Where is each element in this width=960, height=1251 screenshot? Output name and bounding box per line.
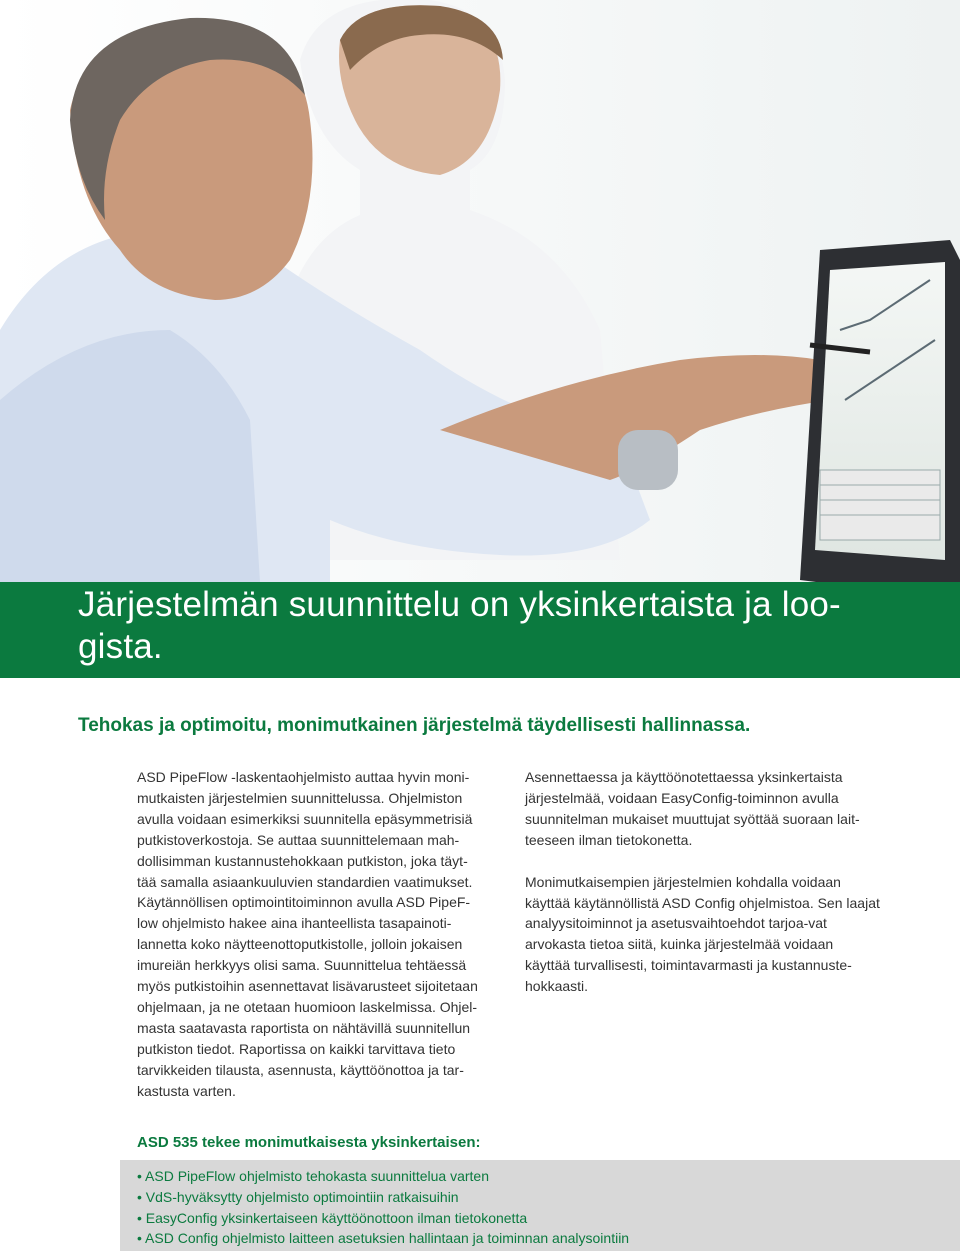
features-heading: ASD 535 tekee monimutkaisesta yksinkertaisen: — [137, 1134, 481, 1151]
list-item: • VdS-hyväksytty ohjelmisto optimointiin ratkaisuihin — [137, 1187, 629, 1208]
left-paragraph: ASD PipeFlow -laskentaohjelmisto auttaa hyvin moni-mutkaisten järjestelmien suunnittelussa. Ohjelmiston avulla voidaan esimerkiksi suunnitella epäsymmetrisiä putkistoverkostoja. Se auttaa suunnittelemaan mah-dollisimman kustannustehokkaan putkiston, joka täyt-tää samalla asiaankuuluvien standardien vaatimukset. Käytännöllisen optimointitoiminnon avulla ASD PipeF-low ohjelmisto hakee aina ihanteellista tasapainoti-lannetta koko näytteenottoputkistolle, jolloin jokaisen imureiän herkkyys olisi sama. Suunnittelua tehtäessä myös putkistoihin asennettavat lisävarusteet sijoitetaan ohjelmaan, ja ne otetaan huomioon laskelmissa. Ohjel-masta saatavasta raportista on nähtävillä suunnitellun putkiston tiedot. Raportissa on kaikki tarvittava tieto tarvikkeiden tilausta, asennusta, käyttöönottoa ja tar-kastusta varten. — [137, 769, 478, 1099]
subtitle: Tehokas ja optimoitu, monimutkainen järjestelmä täydellisesti hallinnassa. — [78, 715, 751, 736]
list-item: • ASD Config ohjelmisto laitteen asetuksien hallintaan ja toiminnan analysointiin — [137, 1228, 629, 1249]
left-column — [137, 767, 482, 1123]
page-title: Järjestelmän suunnittelu on yksinkertaista ja loo-gista. — [78, 585, 841, 666]
list-item: • ASD PipeFlow ohjelmisto tehokasta suunnittelua varten — [137, 1166, 629, 1187]
right-paragraph: Asennettaessa ja käyttöönotettaessa yksinkertaista järjestelmää, voidaan EasyConfig-toiminnon avulla suunnitelman mukaiset muuttujat syöttää suoraan lait-teeseen ilman tietokonetta. — [525, 769, 860, 848]
list-item: • EasyConfig yksinkertaiseen käyttöönottoon ilman tietokonetta — [137, 1208, 629, 1229]
right-paragraph: Monimutkaisempien järjestelmien kohdalla voidaan käyttää käytännöllistä ASD Config ohjelmistoa. Sen laajat analyysitoiminnot ja asetusvaihtoehdot tarjoa-vat arvokasta tietoa siitä, kuinka järjestelmää voidaan käyttää turvallisesti, toimintavarmasti ja kustannuste-hokkaasti. — [525, 873, 880, 995]
features-list — [137, 1166, 629, 1249]
right-column — [525, 767, 880, 1018]
